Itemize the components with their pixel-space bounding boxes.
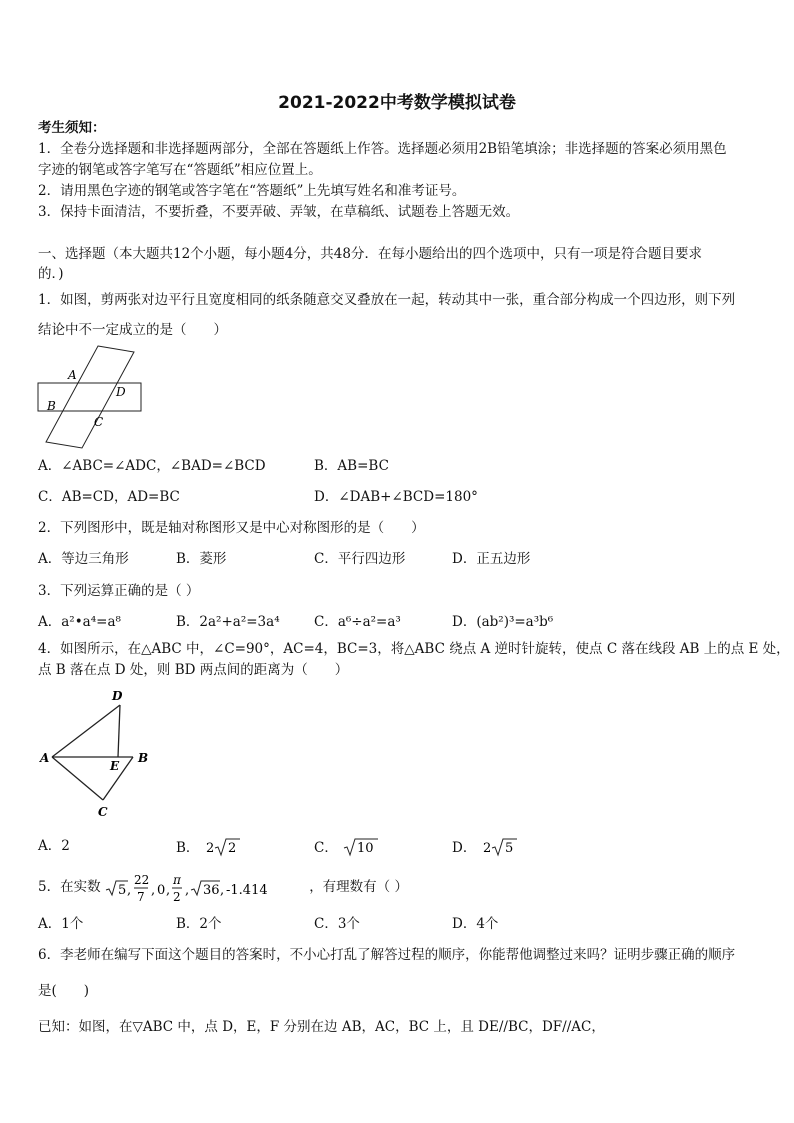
q4-option-c-radical bbox=[342, 836, 382, 858]
q2-option-c[interactable]: C．平行四边形 bbox=[314, 551, 406, 567]
q5-frac-den: 7 bbox=[136, 889, 145, 904]
notice-line-3: 2．请用黑色字迹的钢笔或答字笔在“答题纸”上先填写姓名和准考证号。 bbox=[38, 183, 466, 199]
q4-option-b-radical bbox=[204, 836, 244, 858]
q1-label-d: D bbox=[116, 385, 126, 399]
q4-label-e: E bbox=[110, 759, 120, 773]
q4-option-a[interactable]: A．2 bbox=[38, 838, 70, 854]
segment-de bbox=[118, 705, 120, 757]
q4-rotated-triangle-figure bbox=[36, 686, 156, 818]
q1-option-a[interactable]: A．∠ABC=∠ADC，∠BAD=∠BCD bbox=[38, 458, 266, 474]
q5-comma: , bbox=[219, 882, 225, 898]
q5-zero: 0 bbox=[156, 882, 166, 898]
q4-b-coef: 2 bbox=[205, 841, 214, 856]
q4-option-c-letter: C． bbox=[314, 840, 338, 856]
q3-stem: 3．下列运算正确的是（ ） bbox=[38, 583, 200, 599]
q2-option-a[interactable]: A．等边三角形 bbox=[38, 551, 129, 567]
notice-heading: 考生须知： bbox=[38, 120, 106, 136]
q4-label-c: C bbox=[98, 805, 108, 818]
q4-label-a: A bbox=[40, 751, 50, 765]
q4-stem-line-1: 4．如图所示，在△ABC 中，∠C=90°，AC=4，BC=3，将△ABC 绕点 A 逆时针旋转，使点 C 落在线段 AB 上的点 E 处， bbox=[38, 641, 790, 657]
q4-option-b-letter: B． bbox=[176, 840, 200, 856]
q1-stem-line-2: 结论中不一定成立的是（ ） bbox=[38, 322, 227, 338]
q6-stem-line-2: 是( ) bbox=[38, 983, 90, 999]
q5-comma: , bbox=[165, 882, 171, 898]
q3-option-d[interactable]: D．(ab²)³=a³b⁶ bbox=[452, 614, 554, 630]
q5-option-d[interactable]: D．4个 bbox=[452, 916, 499, 932]
q2-option-d[interactable]: D．正五边形 bbox=[452, 551, 531, 567]
q3-option-c[interactable]: C．a⁶÷a²=a³ bbox=[314, 614, 401, 630]
q3-option-b[interactable]: B．2a²+a²=3a⁴ bbox=[176, 614, 280, 630]
q1-label-b: B bbox=[47, 399, 56, 413]
q4-option-b[interactable] bbox=[176, 836, 244, 858]
q5-r2: 36 bbox=[202, 882, 220, 898]
q1-paper-strips-figure bbox=[36, 342, 148, 450]
q4-option-d[interactable] bbox=[452, 836, 521, 858]
q4-option-d-letter: D． bbox=[452, 840, 477, 856]
q4-label-b: B bbox=[138, 751, 149, 765]
q6-given-line: 已知：如图，在▽ABC 中，点 D，E，F 分别在边 AB，AC，BC 上，且 DE//BC，DF//AC， bbox=[38, 1019, 605, 1035]
q5-pi: π bbox=[172, 872, 181, 887]
section-heading-line-2: 的．) bbox=[38, 266, 64, 282]
q5-comma: , bbox=[184, 882, 190, 898]
q5-last: -1.414 bbox=[225, 882, 268, 898]
q1-option-b[interactable]: B．AB=BC bbox=[314, 458, 389, 474]
notice-line-1: 1．全卷分选择题和非选择题两部分，全部在答题纸上作答。选择题必须用2B铅笔填涂；非选择题的答案必须用黑色 bbox=[38, 141, 727, 157]
q5-two: 2 bbox=[172, 889, 181, 904]
q5-r1: 5 bbox=[117, 882, 127, 898]
notice-line-4: 3．保持卡面清洁，不要折叠，不要弄破、弄皱，在草稿纸、试题卷上答题无效。 bbox=[38, 204, 520, 220]
notice-line-2: 字迹的钢笔或答字笔写在“答题纸”相应位置上。 bbox=[38, 162, 322, 178]
q1-option-c[interactable]: C．AB=CD，AD=BC bbox=[38, 489, 180, 505]
q4-stem-line-2: 点 B 落在点 D 处，则 BD 两点间的距离为（ ） bbox=[38, 662, 349, 678]
q4-b-rad: 2 bbox=[227, 841, 236, 856]
q5-option-c[interactable]: C．3个 bbox=[314, 916, 360, 932]
q4-option-c[interactable] bbox=[314, 836, 382, 858]
q5-comma: , bbox=[150, 882, 156, 898]
q4-d-rad: 5 bbox=[504, 841, 513, 856]
q1-option-d[interactable]: D．∠DAB+∠BCD=180° bbox=[314, 489, 478, 505]
segment-ad bbox=[52, 705, 120, 757]
q5-number-list bbox=[105, 870, 305, 906]
section-heading-line-1: 一、选择题（本大题共12个小题，每小题4分，共48分．在每小题给出的四个选项中，只有一项是符合题目要求 bbox=[38, 246, 702, 262]
q2-option-b[interactable]: B．菱形 bbox=[176, 551, 227, 567]
q5-comma: , bbox=[126, 882, 132, 898]
q5-option-b[interactable]: B．2个 bbox=[176, 916, 222, 932]
q1-label-a: A bbox=[68, 368, 77, 382]
q2-stem: 2．下列图形中，既是轴对称图形又是中心对称图形的是（ ） bbox=[38, 520, 425, 536]
q5-suffix: ，有理数有（ ） bbox=[309, 879, 408, 895]
q4-option-d-radical bbox=[481, 836, 521, 858]
q5-stem bbox=[38, 869, 408, 906]
q1-label-c: C bbox=[94, 415, 104, 429]
q4-label-d: D bbox=[112, 689, 123, 703]
page-title: 2021-2022中考数学模拟试卷 bbox=[278, 93, 516, 113]
q5-prefix: 5．在实数 bbox=[38, 879, 101, 895]
q5-option-a[interactable]: A．1个 bbox=[38, 916, 84, 932]
q4-c-rad: 10 bbox=[357, 841, 374, 856]
q4-d-coef: 2 bbox=[482, 841, 491, 856]
segment-ac bbox=[52, 757, 103, 800]
q6-stem-line-1: 6．李老师在编写下面这个题目的答案时，不小心打乱了解答过程的顺序，你能帮他调整过来吗？证明步骤正确的顺序 bbox=[38, 947, 736, 963]
q1-stem-line-1: 1．如图，剪两张对边平行且宽度相同的纸条随意交叉叠放在一起，转动其中一张，重合部分构成一个四边形，则下列 bbox=[38, 292, 736, 308]
q5-frac-num: 22 bbox=[133, 872, 150, 887]
q3-option-a[interactable]: A．a²•a⁴=a⁸ bbox=[38, 614, 121, 630]
